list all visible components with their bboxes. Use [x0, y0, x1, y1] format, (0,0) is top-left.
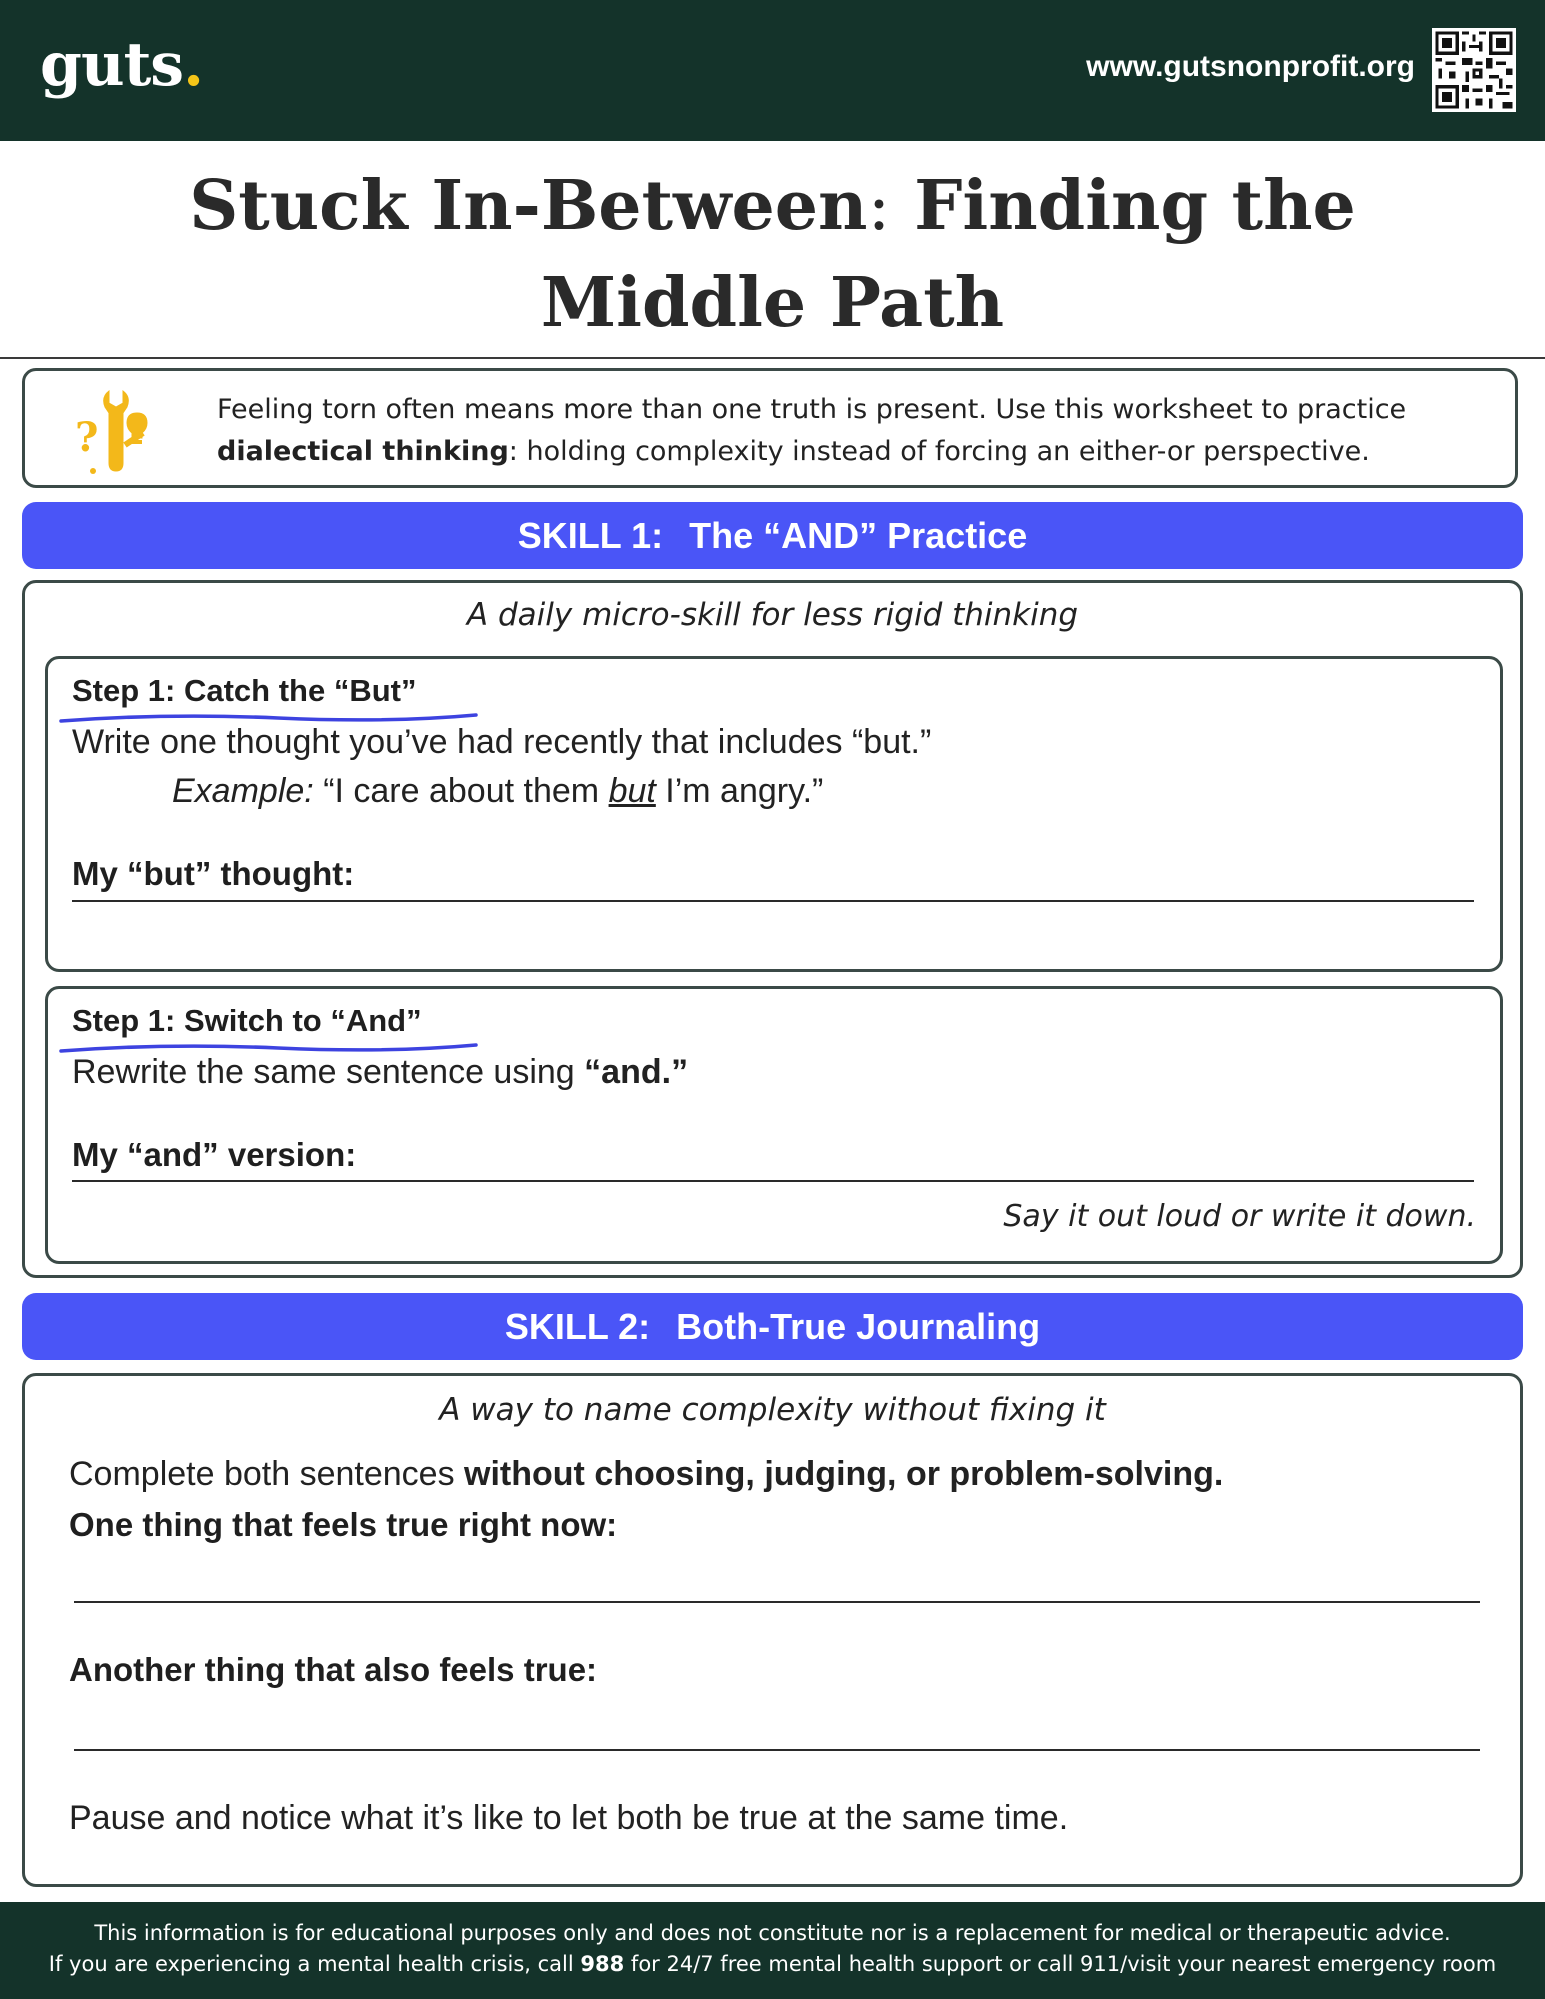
skill1-name: The “AND” Practice — [689, 515, 1028, 556]
true-now-label: One thing that feels true right now: — [69, 1506, 618, 1543]
closing-prompt: Pause and notice what it’s like to let both be true at the same time. — [69, 1799, 1069, 1837]
skill2-label: SKILL 2: — [504, 1306, 651, 1347]
footer-bar — [0, 1902, 1545, 1999]
intro-bold-term: dialectical thinking — [217, 436, 509, 467]
title-line-2: Middle Path — [540, 263, 1005, 343]
footer-crisis-text-a: If you are experiencing a mental health crisis, call — [48, 1952, 581, 1976]
step1-heading: Step 1: Catch the “But” — [72, 673, 417, 708]
and-version-label: My “and” version: — [72, 1136, 357, 1173]
footer-crisis-line — [0, 1949, 1545, 1979]
skill1-banner — [22, 502, 1523, 569]
skill1-panel — [22, 580, 1523, 1278]
title-colon: : — [867, 167, 891, 246]
step2-instruction-bold: “and.” — [584, 1053, 689, 1091]
skill2-instruction-text: Complete both sentences — [69, 1455, 465, 1493]
footer-disclaimer: This information is for educational purposes only and does not constitute nor is a replacement for medical or therapeutic advice. — [94, 1921, 1451, 1945]
title-part-1: Stuck In-Between — [189, 166, 868, 246]
intro-text — [217, 389, 1497, 473]
footer-988-number: 988 — [580, 1952, 625, 1976]
example-text-a: “I care about them — [323, 772, 609, 810]
step-switch-and-card — [45, 986, 1503, 1264]
intro-text-b: : holding complexity instead of forcing an either-or perspective. — [508, 436, 1370, 467]
example-text-b: I’m angry.” — [655, 772, 824, 810]
website-link[interactable]: www.gutsnonprofit.org — [1086, 50, 1415, 83]
and-version-input-line[interactable] — [72, 1180, 1474, 1182]
logo-text: guts — [40, 30, 184, 100]
step2-heading: Step 1: Switch to “And” — [72, 1003, 422, 1038]
example-label: Example: — [172, 772, 314, 810]
step2-instruction-text: Rewrite the same sentence using — [72, 1053, 585, 1091]
guts-logo[interactable] — [40, 30, 203, 100]
footer-crisis-text-b: for 24/7 free mental health support or call 911/visit your nearest emergency room — [624, 1952, 1497, 1976]
qr-code-icon — [1432, 28, 1516, 112]
step1-instruction: Write one thought you’ve had recently that includes “but.” — [72, 723, 932, 761]
step-catch-but-card — [45, 656, 1503, 972]
also-true-label: Another thing that also feels true: — [69, 1651, 598, 1688]
skill2-instruction-bold: without choosing, judging, or problem-solving. — [464, 1455, 1224, 1493]
step2-instruction — [72, 1053, 688, 1092]
intro-box — [22, 368, 1518, 488]
skill2-name: Both-True Journaling — [676, 1306, 1041, 1347]
skill2-panel — [22, 1373, 1523, 1887]
tools-lightbulb-question-icon — [65, 385, 165, 481]
say-it-note: Say it out loud or write it down. — [1003, 1199, 1476, 1234]
but-thought-input-line[interactable] — [72, 900, 1474, 902]
svg-text:?: ? — [75, 414, 99, 461]
skill1-subtitle: A daily micro-skill for less rigid thinking — [466, 597, 1079, 633]
skill2-instruction — [69, 1455, 1223, 1494]
skill1-label: SKILL 1: — [517, 515, 664, 556]
intro-text-a: Feeling torn often means more than one truth is present. Use this worksheet to practice — [217, 394, 1407, 425]
but-thought-label: My “but” thought: — [72, 855, 355, 892]
example-underlined-word: but — [608, 772, 656, 810]
true-now-input-line[interactable] — [74, 1601, 1480, 1603]
skill2-subtitle: A way to name complexity without fixing it — [439, 1392, 1106, 1428]
step1-example — [172, 772, 823, 811]
title-divider — [0, 357, 1545, 359]
also-true-input-line[interactable] — [74, 1749, 1480, 1751]
page-title — [0, 158, 1545, 351]
title-part-2: Finding the — [914, 166, 1356, 246]
logo-dot: . — [183, 30, 203, 100]
skill2-banner — [22, 1293, 1523, 1360]
header-bar — [0, 0, 1545, 141]
